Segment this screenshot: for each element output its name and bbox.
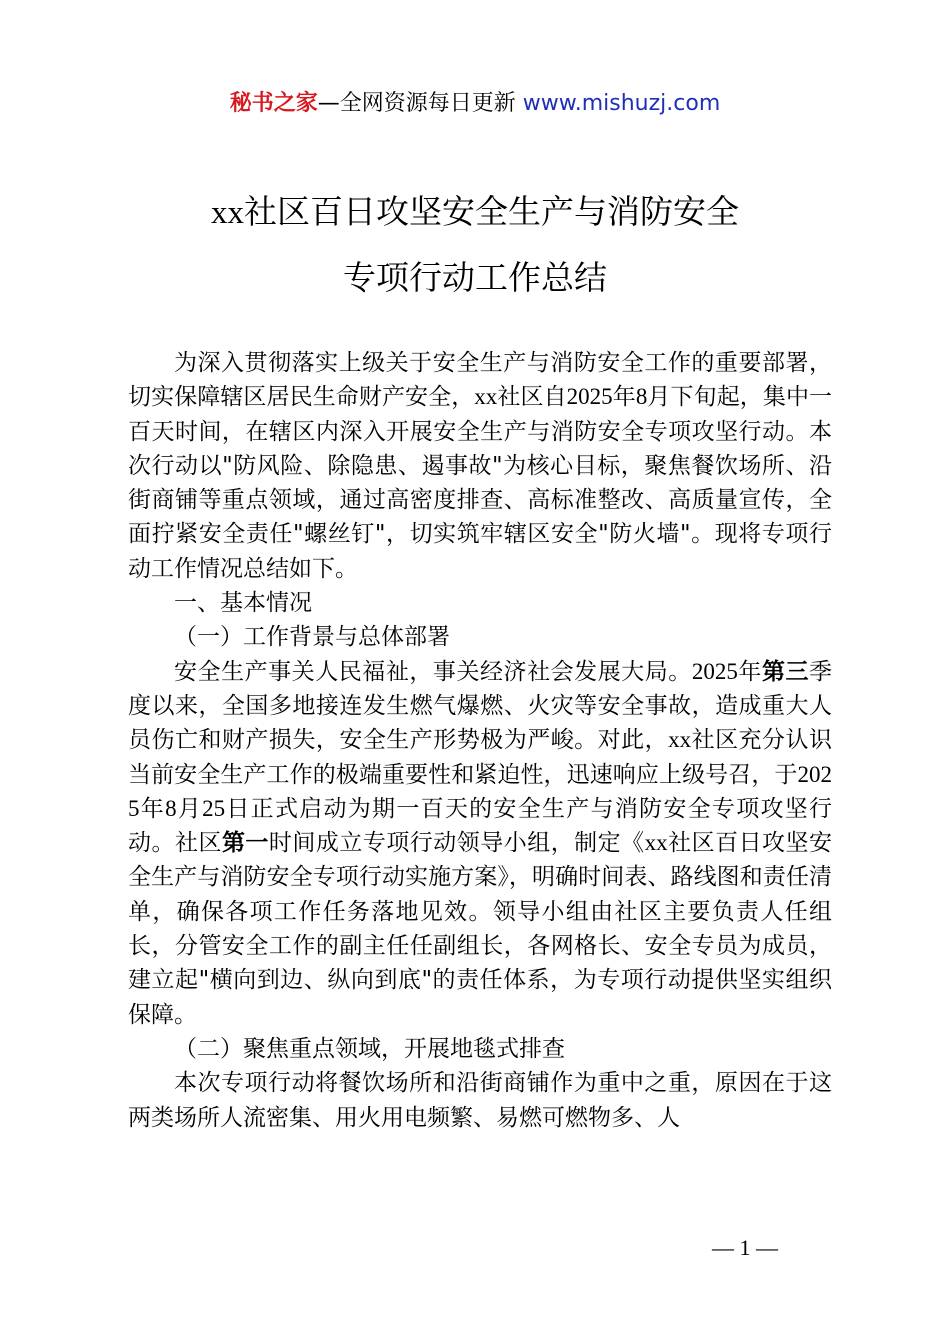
latin-run: xx (644, 830, 668, 856)
latin-run: 8 (165, 795, 177, 821)
latin-run: 2025 (566, 384, 613, 410)
document-title-line-1: xx社区百日攻坚安全生产与消防安全 (211, 192, 739, 231)
subsection-heading-background: （一）工作背景与总体部署 (174, 624, 450, 651)
site-banner (0, 88, 950, 120)
latin-run: xx (474, 384, 498, 410)
latin-run: xx (668, 727, 692, 753)
document-title-line-2: 专项行动工作总结 (343, 258, 607, 297)
banner-url-link[interactable]: www.mishuzj.com (522, 91, 721, 116)
banner-brand: 秘书之家 (229, 91, 318, 116)
latin-run: xx (211, 195, 244, 231)
subsection-heading-inspection: （二）聚焦重点领域，开展地毯式排查 (174, 1035, 565, 1062)
inspection-paragraph: 本次专项行动将餐饮场所和沿街商铺作为重中之重，原因在于这两类场所人流密集、用火用电频繁、易燃可燃物多、人 (128, 1070, 832, 1131)
latin-run: 25 (202, 795, 226, 821)
latin-run: 2025 (128, 761, 832, 821)
bold-emphasis-third: 第三 (761, 658, 810, 685)
bold-emphasis-first: 第一 (221, 830, 269, 857)
background-text-part-2: 季度以来，全国多地接连发生燃气爆燃、火灾等安全事故，造成重大人员伤亡和财产损失，安全生产形势极为严峻。对此，xx社区充分认识当前安全生产工作的极端重要性和紧迫性，迅速响应上级号召，于2025年8月25日正式启动为期一百天的安全生产与消防安全专项攻坚行动。社区 (128, 658, 833, 857)
intro-paragraph: 为深入贯彻落实上级关于安全生产与消防安全工作的重要部署，切实保障辖区居民生命财产安全，xx社区自2025年8月下旬起，集中一百天时间，在辖区内深入开展安全生产与消防安全专项攻坚行动。本次行动以"防风险、除隐患、遏事故"为核心目标，聚焦餐饮场所、沿街商铺等重点领域，通过高密度排查、高标准整改、高质量宣传，全面拧紧安全责任"螺丝钉"，切实筑牢辖区安全"防火墙"。现将专项行动工作情况总结如下。 (128, 350, 833, 582)
background-text-part-3: 时间成立专项行动领导小组，制定《xx社区百日攻坚安全生产与消防安全专项行动实施方案》，明确时间表、路线图和责任清单，确保各项工作任务落地见效。领导小组由社区主要负责人任组长，分管安全工作的副主任任副组长，各网格长、安全专员为成员，建立起"横向到边、纵向到底"的责任体系，为专项行动提供坚实组织保障。 (128, 830, 833, 1028)
latin-run: 8 (635, 384, 648, 410)
background-paragraph (128, 655, 832, 1032)
document-body (128, 346, 832, 1135)
page-number: — 1 — (712, 1235, 778, 1260)
latin-run: 2025 (691, 658, 738, 684)
background-text-part-1: 安全生产事关人民福祉，事关经济社会发展大局。2025年 (174, 658, 762, 685)
banner-slogan: —全网资源每日更新 (317, 91, 523, 116)
section-heading-basic: 一、基本情况 (174, 590, 312, 617)
